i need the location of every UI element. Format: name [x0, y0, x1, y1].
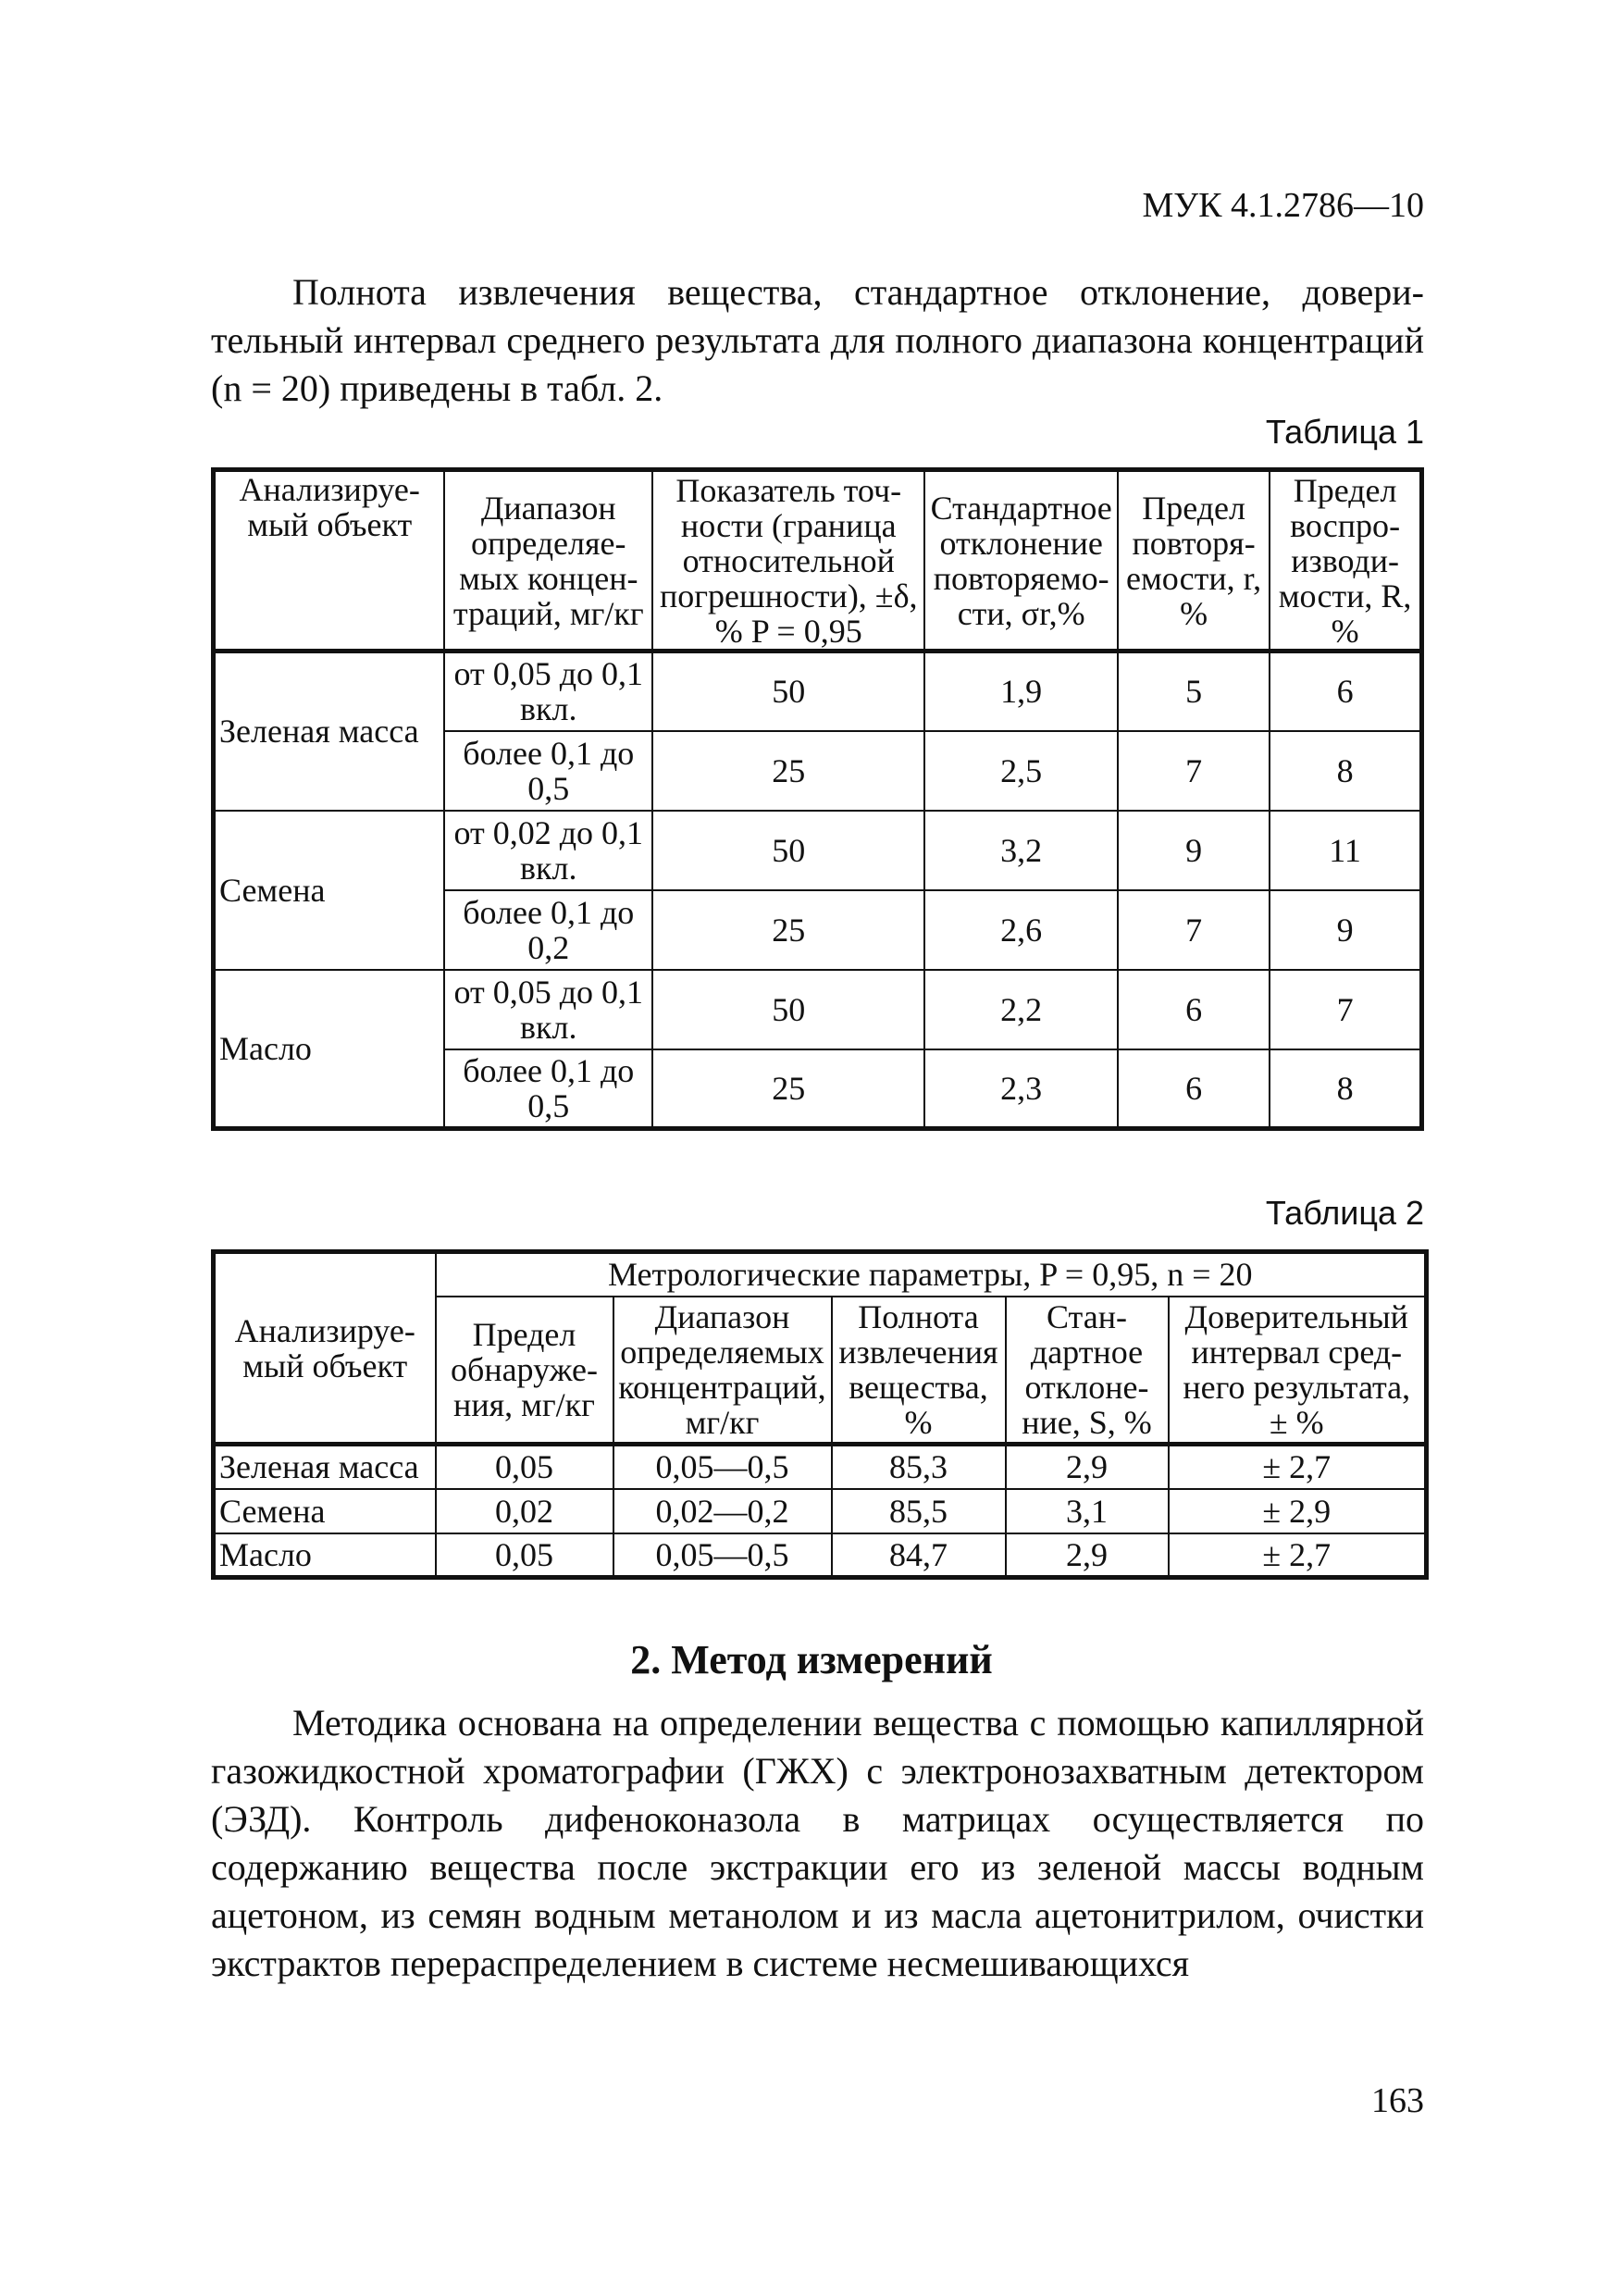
table2-caption: Таблица 2	[1265, 1194, 1424, 1232]
t1-accuracy-cell: 50	[652, 811, 924, 890]
t2-detection-limit-cell: 0,02	[436, 1489, 613, 1533]
intro-text: Полнота извлечения вещества, стандартное отклонение, доверительный интервал среднего результата для полного диапазона концентраций (n = 20) приведены в табл. 2.	[211, 271, 1424, 409]
t1-R-cell: 9	[1270, 890, 1421, 970]
t1-r-cell: 7	[1118, 731, 1270, 811]
table-row	[214, 1489, 1427, 1533]
t1-stddev-cell: 3,2	[924, 811, 1118, 890]
t1-r-cell: 6	[1118, 1049, 1270, 1129]
t1-R-cell: 6	[1270, 652, 1421, 731]
t1-range-cell: от 0,02 до 0,1 вкл.	[444, 811, 652, 890]
t1-stddev-cell: 2,3	[924, 1049, 1118, 1129]
t1-stddev-cell: 2,6	[924, 890, 1118, 970]
t1-r-cell: 9	[1118, 811, 1270, 890]
page-number: 163	[1371, 2081, 1424, 2120]
t2-header-recovery: Полнота извлечения вещества, %	[832, 1297, 1006, 1445]
t2-header-confidence: Доверительный интервал среднего результата, ± %	[1169, 1297, 1427, 1445]
t1-stddev-cell: 2,5	[924, 731, 1118, 811]
t2-header-detection-limit: Предел обнаружения, мг/кг	[436, 1297, 613, 1445]
t1-header-reproducibility: Предел воспроизводимости, R, %	[1270, 470, 1421, 652]
t2-header-stddev: Стандартное отклонение, S, %	[1006, 1297, 1169, 1445]
table-row	[214, 811, 1422, 890]
table-row	[214, 970, 1422, 1049]
t2-object-cell: Масло	[214, 1533, 436, 1578]
t1-header-range: Диапазон определяемых концентраций, мг/кг	[444, 470, 652, 652]
t2-stddev-cell: 2,9	[1006, 1445, 1169, 1489]
t1-range-cell: от 0,05 до 0,1 вкл.	[444, 652, 652, 731]
t2-confidence-cell: ± 2,7	[1169, 1445, 1427, 1489]
t2-range-cell: 0,02—0,2	[613, 1489, 832, 1533]
t2-range-cell: 0,05—0,5	[613, 1445, 832, 1489]
t1-accuracy-cell: 50	[652, 970, 924, 1049]
method-paragraph	[211, 1699, 1424, 1988]
t2-confidence-cell: ± 2,9	[1169, 1489, 1427, 1533]
t1-r-cell: 5	[1118, 652, 1270, 731]
t1-r-cell: 7	[1118, 890, 1270, 970]
t2-detection-limit-cell: 0,05	[436, 1445, 613, 1489]
t2-range-cell: 0,05—0,5	[613, 1533, 832, 1578]
t1-accuracy-cell: 25	[652, 1049, 924, 1129]
t1-R-cell: 8	[1270, 1049, 1421, 1129]
method-text: Методика основана на определении вещества с помощью капиллярной газожидкостной хроматографии (ГЖХ) с электронозахватным детектором (ЭЗД). Контроль дифеноконазола в матрицах осуществляется по содержанию вещества после экстракции его из зеленой массы водным ацетоном, из семян водным метанолом и из масла ацетонитрилом, очистки экстрактов перераспределением в системе несмешивающихся	[211, 1702, 1424, 1984]
t2-object-cell: Зеленая масса	[214, 1445, 436, 1489]
t2-stddev-cell: 3,1	[1006, 1489, 1169, 1533]
t2-recovery-cell: 85,3	[832, 1445, 1006, 1489]
table1-header-row	[214, 470, 1422, 652]
t1-R-cell: 7	[1270, 970, 1421, 1049]
table1	[211, 467, 1424, 1131]
document-code: МУК 4.1.2786—10	[1142, 186, 1424, 225]
t2-header-range: Диапазон определяемых концентраций, мг/кг	[613, 1297, 832, 1445]
t1-header-accuracy: Показатель точности (граница относительной погрешности), ±δ, % P = 0,95	[652, 470, 924, 652]
t2-recovery-cell: 85,5	[832, 1489, 1006, 1533]
t1-stddev-cell: 2,2	[924, 970, 1118, 1049]
t1-range-cell: более 0,1 до 0,2	[444, 890, 652, 970]
t1-R-cell: 8	[1270, 731, 1421, 811]
table-row	[214, 652, 1422, 731]
t1-accuracy-cell: 25	[652, 731, 924, 811]
t2-detection-limit-cell: 0,05	[436, 1533, 613, 1578]
t2-header-object: Анализируемый объект	[214, 1252, 436, 1445]
t2-object-cell: Семена	[214, 1489, 436, 1533]
table-row	[214, 1445, 1427, 1489]
table2-group-header-row	[214, 1252, 1427, 1297]
t1-header-object: Анализируемый объект	[214, 470, 445, 652]
table1-caption: Таблица 1	[1265, 413, 1424, 451]
t2-stddev-cell: 2,9	[1006, 1533, 1169, 1578]
t1-R-cell: 11	[1270, 811, 1421, 890]
table2	[211, 1249, 1429, 1580]
t2-recovery-cell: 84,7	[832, 1533, 1006, 1578]
t2-confidence-cell: ± 2,7	[1169, 1533, 1427, 1578]
t1-r-cell: 6	[1118, 970, 1270, 1049]
t1-range-cell: более 0,1 до 0,5	[444, 1049, 652, 1129]
table-row	[214, 1533, 1427, 1578]
section-title: 2. Метод измерений	[630, 1637, 993, 1682]
t1-object-cell: Семена	[214, 811, 445, 970]
t1-header-repeatability: Предел повторяемости, r, %	[1118, 470, 1270, 652]
t1-object-cell: Масло	[214, 970, 445, 1129]
t1-accuracy-cell: 50	[652, 652, 924, 731]
intro-paragraph	[211, 268, 1424, 413]
t1-accuracy-cell: 25	[652, 890, 924, 970]
t1-range-cell: более 0,1 до 0,5	[444, 731, 652, 811]
t1-header-stddev: Стандартное отклонение повторяемости, σr,%	[924, 470, 1118, 652]
t1-range-cell: от 0,05 до 0,1 вкл.	[444, 970, 652, 1049]
t1-object-cell: Зеленая масса	[214, 652, 445, 811]
t1-stddev-cell: 1,9	[924, 652, 1118, 731]
t2-header-group: Метрологические параметры, P = 0,95, n = 20	[436, 1252, 1427, 1297]
